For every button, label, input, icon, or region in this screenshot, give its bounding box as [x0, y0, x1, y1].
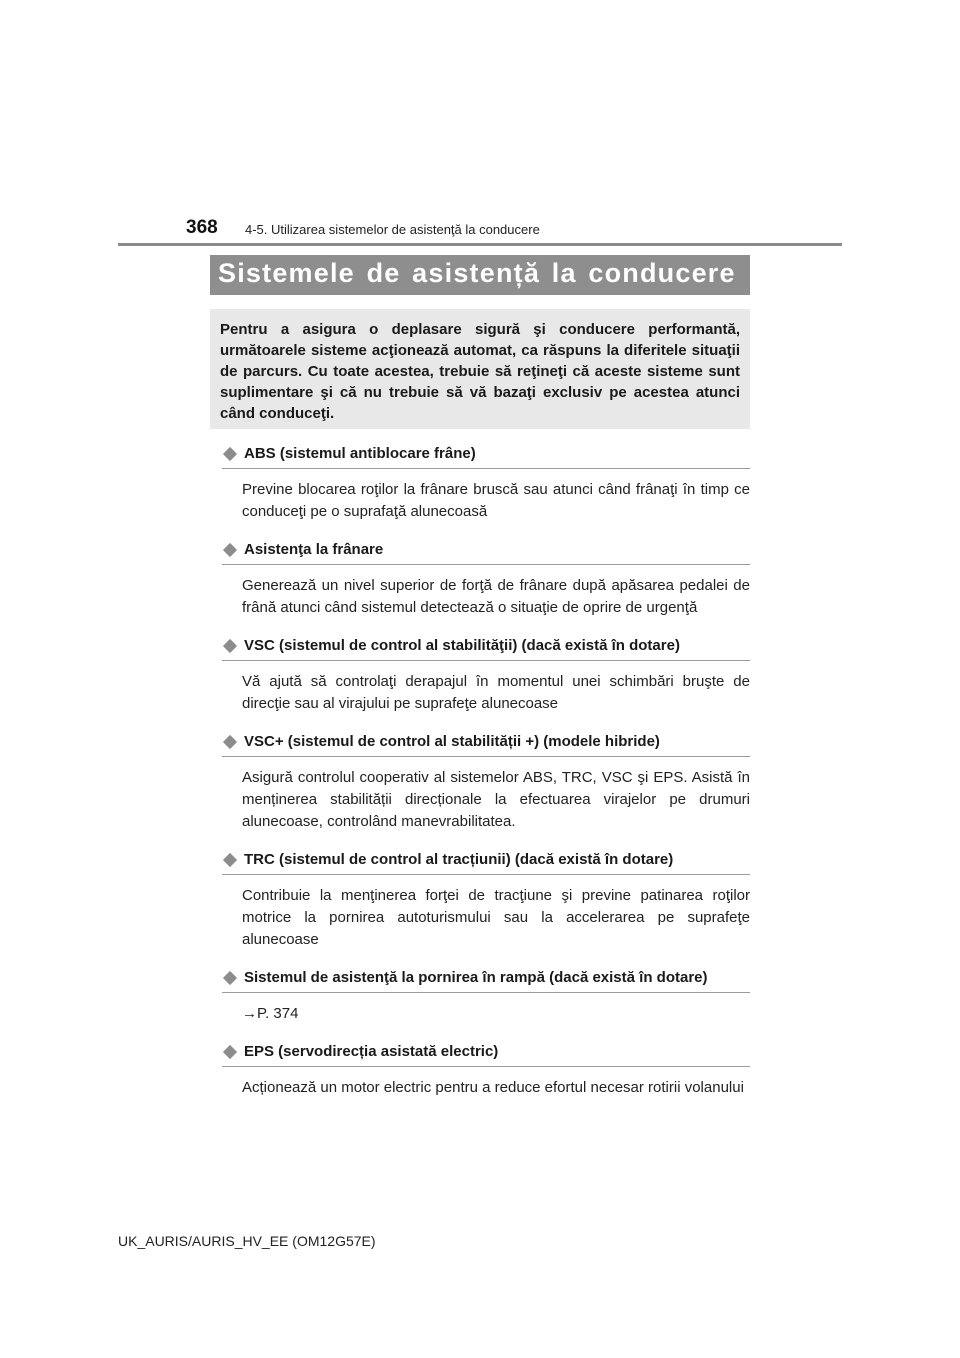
item-description: Generează un nivel superior de forţă de frânare după apăsarea pedalei de frână atunci când sistemul detectează o situaţie de oprire de urgenţă: [242, 577, 750, 616]
diamond-bullet-icon: [223, 735, 237, 749]
item-heading: [222, 967, 750, 993]
item-heading-text: ABS (sistemul antiblocare frâne): [244, 445, 476, 462]
item-description: Contribuie la menţinerea forţei de tracţiune şi previne patinarea roţilor motrice la pornirea autoturismului sau la accelerarea pe suprafeţe alunecoase: [242, 887, 750, 948]
list-item-abs: [222, 443, 750, 523]
list-item-vsc: [222, 635, 750, 715]
item-heading-text: Asistenţa la frânare: [244, 541, 384, 558]
item-heading: [222, 635, 750, 661]
item-heading-text: EPS (servodirecția asistată electric): [244, 1043, 499, 1060]
item-description: Vă ajută să controlaţi derapajul în momentul unei schimbări bruşte de direcţie sau al virajului pe suprafeţe alunecoase: [242, 673, 750, 712]
item-heading-text: VSC+ (sistemul de control al stabilității +) (modele hibride): [244, 733, 660, 750]
item-heading: [222, 443, 750, 469]
list-item-eps: [222, 1041, 750, 1099]
page-number: 368: [186, 217, 218, 238]
diamond-bullet-icon: [223, 853, 237, 867]
item-heading: [222, 539, 750, 565]
diamond-bullet-icon: [223, 543, 237, 557]
intro-text: Pentru a asigura o deplasare sigură şi conducere performantă, următoarele sisteme acţionează automat, ca răspuns la diferitele situaţii de parcurs. Cu toate acestea, trebuie să reţineţi că aceste sisteme sunt suplimentare şi că nu trebuie să vă bazaţi exclusiv pe acestea atunci când conduceţi.: [220, 321, 740, 422]
section-header: 4-5. Utilizarea sistemelor de asistenţă la conducere: [245, 222, 540, 237]
page-title: Sistemele de asistență la conducere: [218, 258, 736, 288]
list-item-trc: [222, 849, 750, 951]
title-bar: [210, 255, 750, 295]
item-heading: [222, 849, 750, 875]
item-heading: [222, 1041, 750, 1067]
header-divider: [118, 243, 842, 246]
item-heading-text: Sistemul de asistenţă la pornirea în rampă (dacă există în dotare): [244, 969, 708, 986]
intro-box: [210, 309, 750, 429]
diamond-bullet-icon: [223, 971, 237, 985]
list-item-hill-start-assist: [222, 967, 750, 1025]
item-description: Previne blocarea roţilor la frânare bruscă sau atunci când frânaţi în timp ce conduceţi pe o suprafaţă alunecoasă: [242, 481, 750, 520]
page-reference: →P. 374: [242, 1005, 299, 1022]
manual-code: UK_AURIS/AURIS_HV_EE (OM12G57E): [118, 1233, 376, 1249]
system-list: [222, 443, 750, 1115]
list-item-vsc-plus: [222, 731, 750, 833]
item-heading: [222, 731, 750, 757]
item-description: Acționează un motor electric pentru a reduce efortul necesar rotirii volanului: [242, 1079, 744, 1096]
diamond-bullet-icon: [223, 639, 237, 653]
item-heading-text: VSC (sistemul de control al stabilităţii) (dacă există în dotare): [244, 637, 680, 654]
diamond-bullet-icon: [223, 447, 237, 461]
list-item-brake-assist: [222, 539, 750, 619]
diamond-bullet-icon: [223, 1045, 237, 1059]
item-heading-text: TRC (sistemul de control al tracțiunii) (dacă există în dotare): [244, 851, 674, 868]
item-description: Asigură controlul cooperativ al sistemelor ABS, TRC, VSC şi EPS. Asistă în menținerea stabilității direcționale la efectuarea virajelor pe drumuri alunecoase, controlând manevrabilitatea.: [242, 769, 750, 830]
